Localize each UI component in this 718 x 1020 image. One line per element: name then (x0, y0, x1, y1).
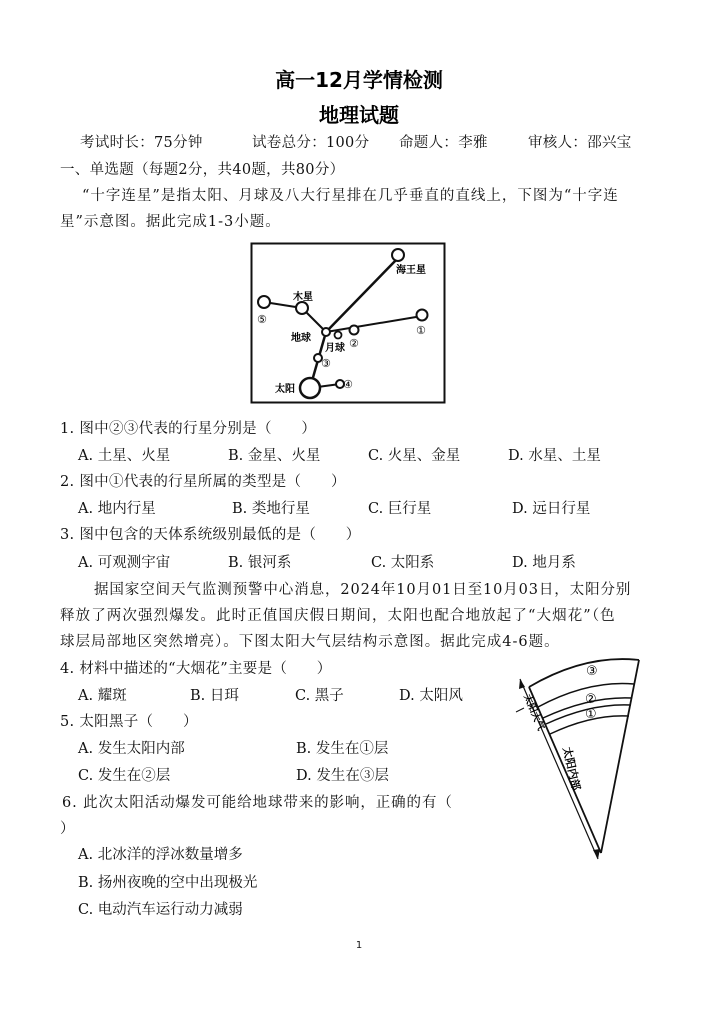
q3-option-b[interactable]: B. 银河系 (228, 555, 292, 571)
passage-1-line-1: “十字连星”是指太阳、月球及八大行星排在几乎垂直的直线上，下图为“十字连 (82, 188, 619, 204)
question-3-stem: 3. 图中包含的天体系统级别最低的是（ ） (60, 527, 361, 543)
wedge-right-edge (601, 660, 639, 853)
page-title: 高一12月学情检测 (275, 68, 443, 92)
num-5-label: ⑤ (257, 313, 267, 326)
page-subtitle: 地理试题 (319, 103, 399, 127)
interior-arrow-head (593, 849, 600, 859)
exam-time: 考试时长：75分钟 (80, 135, 203, 151)
solar-interior-label: 太阳内部 (560, 745, 583, 792)
q2-option-b[interactable]: B. 类地行星 (232, 501, 310, 517)
exam-total-score: 试卷总分：100分 (252, 135, 370, 151)
cross-alignment-diagram (250, 242, 446, 404)
q2-option-c[interactable]: C. 巨行星 (368, 501, 432, 517)
question-2-stem: 2. 图中①代表的行星所属的类型是（ ） (60, 474, 346, 490)
atmosphere-dimension-tick (516, 708, 524, 712)
num-3-label: ③ (321, 357, 331, 370)
q4-option-a[interactable]: A. 耀斑 (78, 688, 127, 704)
earth-label: 地球 (291, 333, 311, 344)
q4-option-d[interactable]: D. 太阳风 (399, 688, 463, 704)
q2-option-a[interactable]: A. 地内行星 (78, 501, 156, 517)
q3-option-c[interactable]: C. 太阳系 (371, 555, 435, 571)
solar-atmosphere-diagram (510, 652, 670, 862)
q5-option-a[interactable]: A. 发生太阳内部 (78, 741, 185, 757)
neptune-label: 海王星 (396, 265, 426, 276)
exam-reviewer: 审核人：邵兴宝 (528, 135, 632, 151)
planet-1-marker (417, 310, 428, 321)
layer-1-label: ① (585, 707, 597, 722)
planet-2-marker (350, 326, 359, 335)
neptune-marker (392, 249, 404, 261)
q3-option-a[interactable]: A. 可观测宇宙 (78, 555, 171, 571)
q6-option-a[interactable]: A. 北冰洋的浮冰数量增多 (78, 847, 243, 863)
jupiter-label: 木星 (293, 292, 313, 303)
q2-option-d[interactable]: D. 远日行星 (512, 501, 591, 517)
question-4-stem: 4. 材料中描述的“大烟花”主要是（ ） (60, 661, 332, 677)
q6-option-c[interactable]: C. 电动汽车运行动力减弱 (78, 902, 243, 918)
solar-atmosphere-label: 太阳大气 (521, 692, 547, 733)
q3-option-d[interactable]: D. 地月系 (512, 555, 576, 571)
earth-marker (322, 328, 330, 336)
q5-option-b[interactable]: B. 发生在①层 (296, 741, 389, 757)
q1-option-a[interactable]: A. 土星、火星 (78, 448, 171, 464)
q5-option-d[interactable]: D. 发生在③层 (296, 768, 389, 784)
planet-5-marker (258, 296, 270, 308)
passage-2-line-2: 释放了两次强烈爆发。此时正值国庆假日期间，太阳也配合地放起了“大烟花”（色 (60, 608, 616, 624)
num-2-label: ② (349, 337, 359, 350)
question-5-stem: 5. 太阳黑子（ ） (60, 714, 198, 730)
exam-setter: 命题人：李雅 (399, 135, 488, 151)
layer-2-label: ② (585, 692, 597, 707)
jupiter-marker (296, 302, 308, 314)
page-number: 1 (355, 940, 363, 951)
num-1-label: ① (416, 324, 426, 337)
sun-marker (300, 378, 320, 398)
question-6-stem-line-2: ） (60, 821, 75, 837)
q1-option-b[interactable]: B. 金星、火星 (228, 448, 321, 464)
q1-option-c[interactable]: C. 火星、金星 (368, 448, 461, 464)
question-1-stem: 1. 图中②③代表的行星分别是（ ） (60, 421, 317, 437)
moon-marker (335, 332, 342, 339)
q5-option-c[interactable]: C. 发生在②层 (78, 768, 171, 784)
question-6-stem-line-1: 6. 此次太阳活动爆发可能给地球带来的影响，正确的有（ (62, 795, 453, 811)
layer-3-label: ③ (586, 664, 598, 679)
q6-option-b[interactable]: B. 扬州夜晚的空中出现极光 (78, 875, 258, 891)
q4-option-b[interactable]: B. 日珥 (190, 688, 239, 704)
section-heading: 一、单选题（每题2分，共40题，共80分） (60, 162, 345, 178)
q1-option-d[interactable]: D. 水星、土星 (508, 448, 601, 464)
passage-1-line-2: 星”示意图。据此完成1-3小题。 (60, 214, 281, 230)
passage-2-line-3: 球层局部地区突然增亮）。下图太阳大气层结构示意图。据此完成4-6题。 (60, 634, 560, 650)
sun-label: 太阳 (275, 384, 295, 395)
q4-option-c[interactable]: C. 黑子 (295, 688, 344, 704)
num-4-label: ④ (343, 378, 353, 391)
passage-2-line-1: 据国家空间天气监测预警中心消息，2024年10月01日至10月03日，太阳分别 (94, 582, 632, 598)
moon-label: 月球 (325, 343, 345, 354)
